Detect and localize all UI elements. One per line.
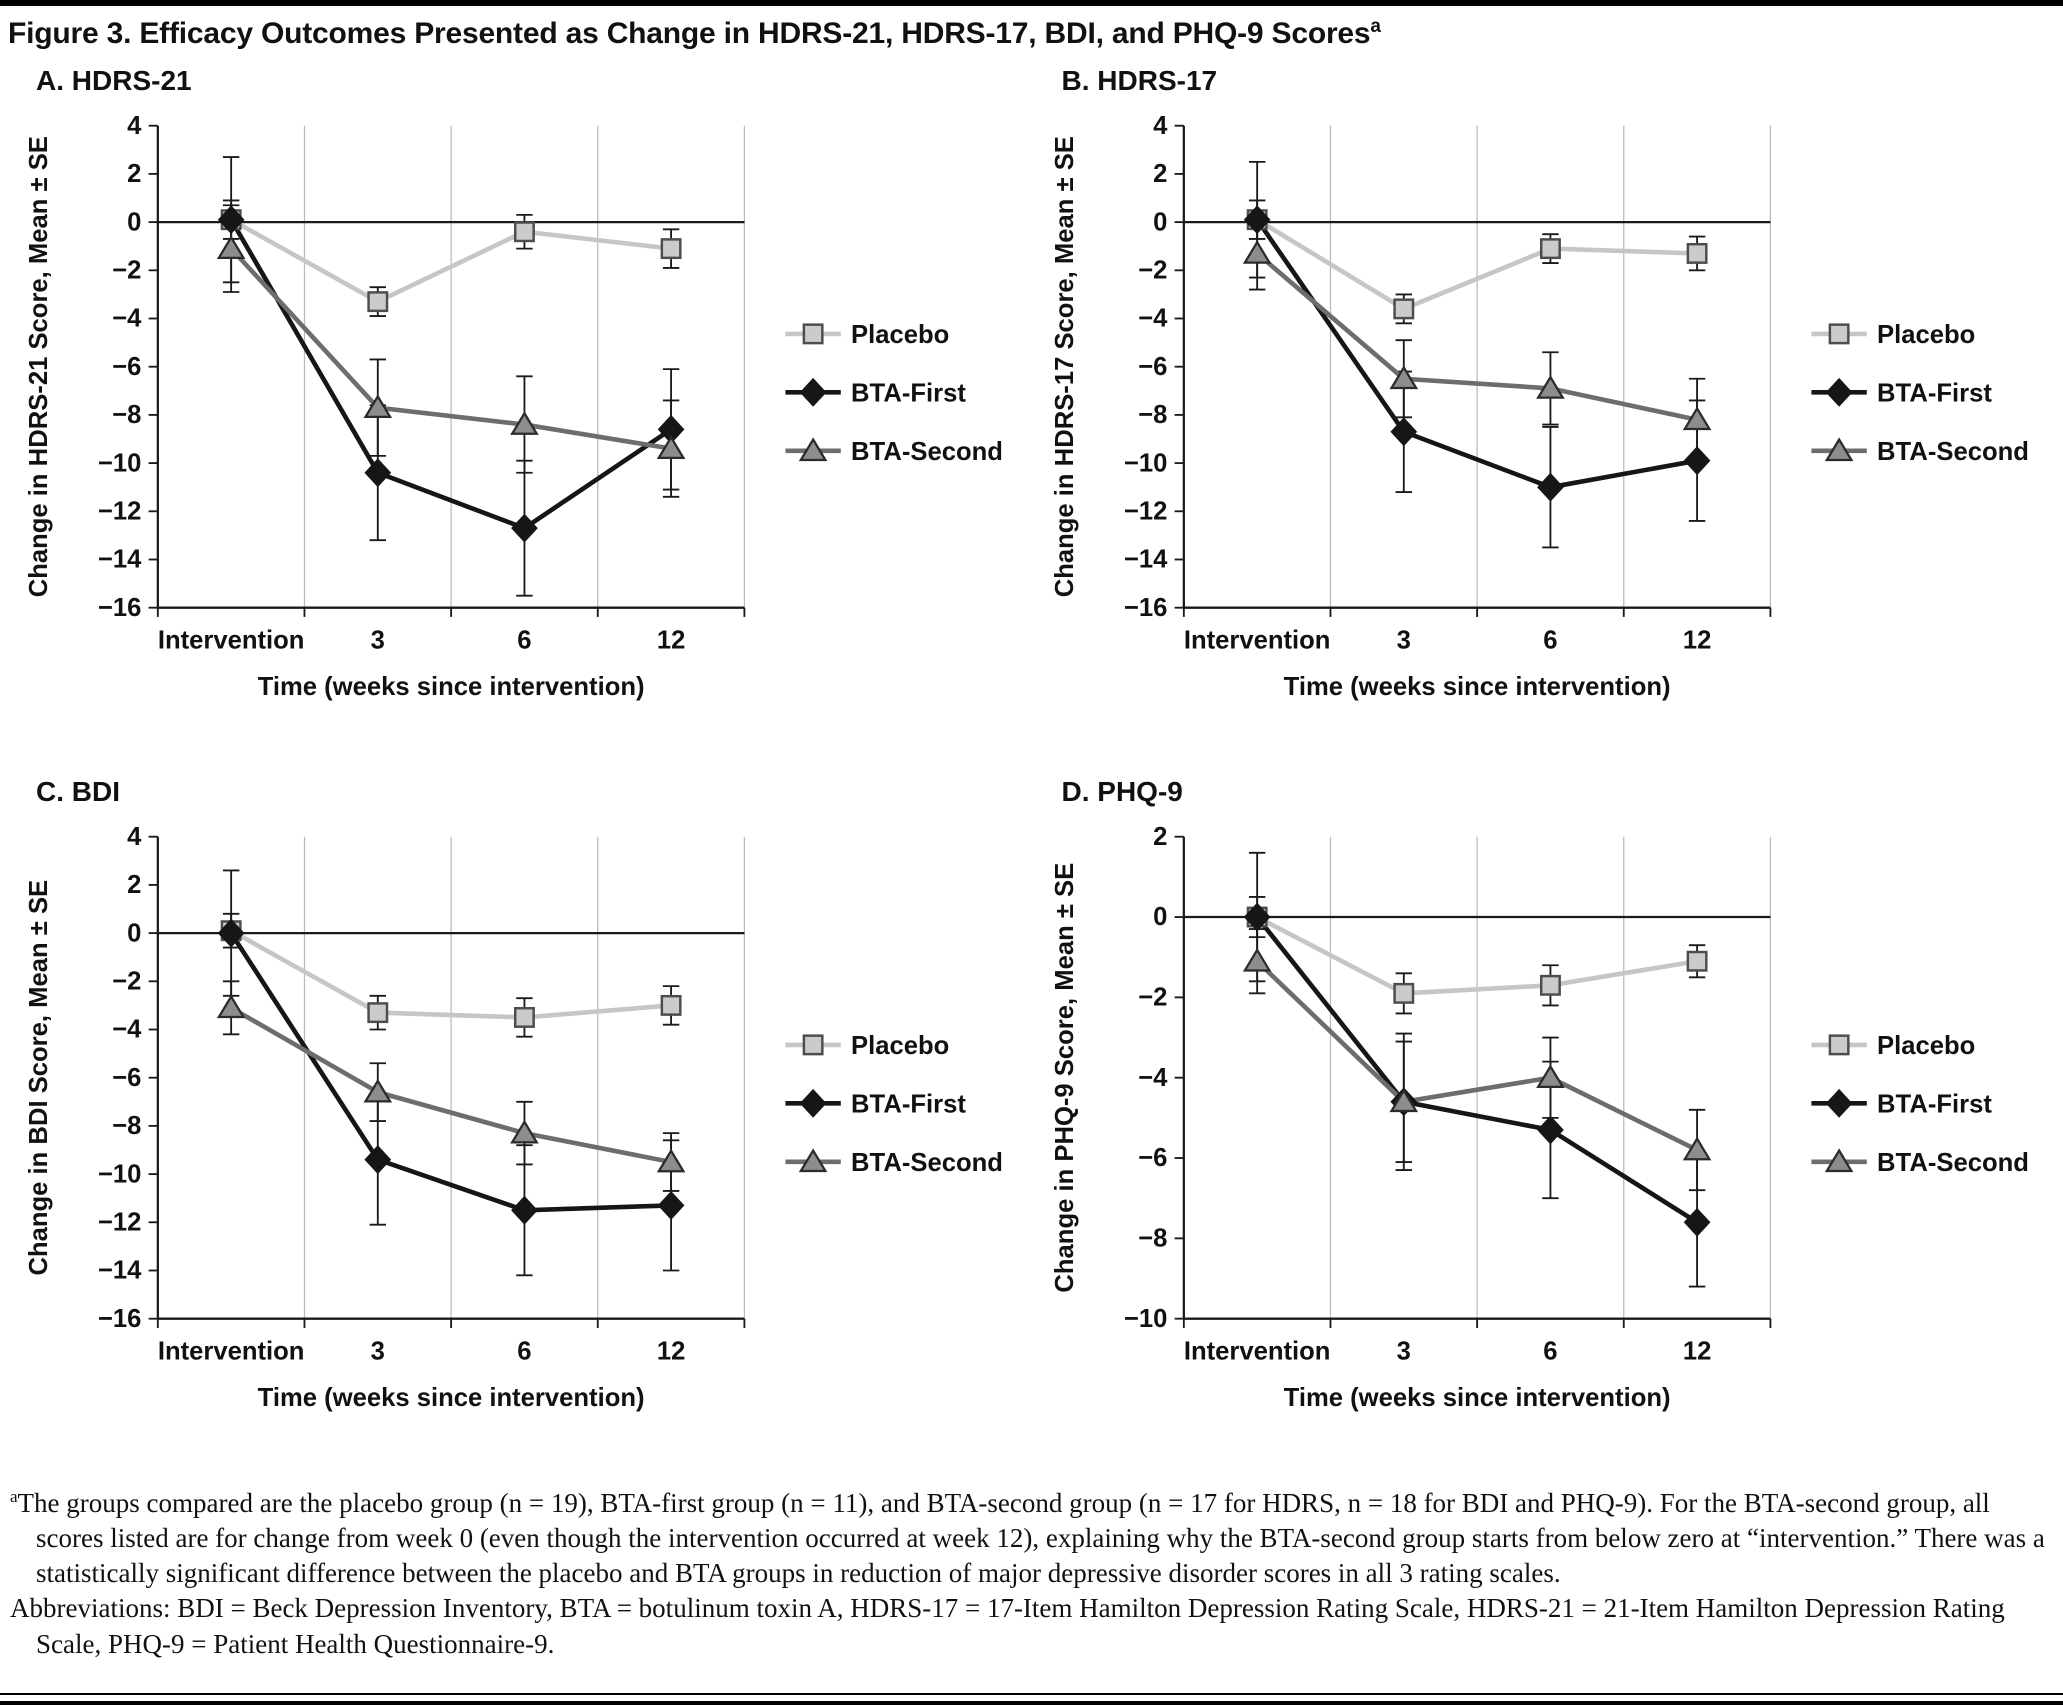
x-tick-label: 12 (1682, 1337, 1711, 1366)
y-tick-label: −10 (1123, 1304, 1167, 1333)
figure-title-footnote-marker: a (1370, 16, 1381, 37)
chart-bdi (4, 808, 1030, 1475)
y-axis-title: Change in HDRS-17 Score, Mean ± SE (1050, 136, 1079, 598)
panel-label-hdrs21: A. HDRS-21 (36, 65, 192, 96)
diamond-marker (365, 459, 390, 486)
y-tick-label: 4 (1152, 111, 1167, 140)
triangle-marker (365, 1080, 390, 1101)
square-marker (1829, 1035, 1847, 1053)
x-tick-label: 3 (370, 1337, 385, 1366)
panel-label-hdrs17: B. HDRS-17 (1061, 65, 1218, 96)
diamond-marker (801, 1090, 826, 1117)
x-tick-label: 6 (1542, 1337, 1558, 1366)
figure-title-text: Figure 3. Efficacy Outcomes Presented as Change in HDRS-21, HDRS-17, BDI, and PHQ-9 Scores (8, 17, 1371, 50)
triangle-marker (1538, 1066, 1563, 1087)
y-tick-label: −6 (112, 1063, 142, 1092)
square-marker (1541, 239, 1559, 257)
y-tick-label: −2 (112, 967, 142, 996)
panel-hdrs21 (4, 53, 1030, 764)
y-tick-label: −12 (1123, 497, 1167, 526)
x-tick-label: 12 (1682, 626, 1711, 655)
tick-marks (1174, 126, 1770, 617)
legend-label: Placebo (1876, 321, 1975, 350)
legend-label: Placebo (1876, 1031, 1975, 1060)
triangle-marker (1244, 950, 1269, 971)
y-tick-label: −10 (97, 449, 142, 478)
y-tick-label: −10 (1123, 449, 1167, 478)
square-marker (1394, 300, 1412, 318)
footnote-abbreviations-text: Abbreviations: BDI = Beck Depression Inventory, BTA = botulinum toxin A, HDRS-17 = 17-Item Hamilton Depression Rating Scale, HDRS-21 = 21-Item Hamilton Depression Rating Scale, PHQ-9 = Patient Health Questionnaire-9. (10, 1593, 2005, 1659)
x-axis-title: Time (weeks since intervention) (257, 672, 645, 701)
diamond-marker (1538, 1116, 1563, 1143)
y-tick-label: −4 (112, 304, 142, 333)
y-tick-label: −14 (1123, 545, 1167, 574)
x-tick-label: Intervention (1183, 626, 1330, 655)
square-marker (1687, 952, 1705, 970)
x-tick-label: 12 (656, 626, 686, 655)
square-marker (1394, 984, 1412, 1002)
footnote-a-marker: a (10, 1487, 18, 1507)
square-marker (662, 996, 680, 1014)
triangle-marker (1244, 242, 1269, 263)
chart-svg (4, 808, 1030, 1475)
y-tick-label: 0 (127, 208, 142, 237)
y-tick-label: −8 (112, 1111, 142, 1140)
y-tick-label: −2 (1137, 256, 1167, 285)
triangle-marker (219, 996, 244, 1017)
tick-marks (149, 836, 745, 1327)
chart-svg (4, 97, 1030, 764)
chart-svg (1030, 97, 2056, 764)
square-marker (804, 1035, 822, 1053)
legend (785, 1032, 1002, 1177)
y-tick-label: −16 (1123, 593, 1167, 622)
square-marker (662, 239, 680, 257)
diamond-marker (512, 515, 537, 542)
tick-marks (149, 126, 745, 617)
chart-svg (1030, 808, 2056, 1475)
y-axis-title: Change in PHQ-9 Score, Mean ± SE (1050, 862, 1079, 1293)
y-tick-label: −6 (1137, 352, 1167, 381)
legend-label: BTA-Second (851, 1148, 1003, 1177)
y-tick-label: −6 (1137, 1143, 1167, 1172)
y-tick-label: −14 (97, 1256, 142, 1285)
diamond-marker (512, 1196, 537, 1223)
x-tick-label: 12 (656, 1337, 686, 1366)
legend-label: BTA-First (851, 1090, 966, 1119)
footnote-a (10, 1486, 2047, 1591)
chart-phq9 (1030, 808, 2056, 1475)
y-tick-label: −2 (112, 256, 142, 285)
y-tick-label: −14 (97, 545, 142, 574)
x-tick-label: 6 (517, 1337, 532, 1366)
x-axis-title: Time (weeks since intervention) (257, 1383, 645, 1412)
x-axis-title: Time (weeks since intervention) (1283, 1383, 1671, 1412)
diamond-marker (1538, 474, 1563, 501)
y-tick-label: 4 (127, 822, 142, 851)
panel-hdrs17 (1030, 53, 2056, 764)
legend-label: BTA-First (851, 379, 966, 408)
y-tick-label: −12 (97, 497, 142, 526)
legend-label: BTA-Second (851, 438, 1003, 467)
x-axis-title: Time (weeks since intervention) (1283, 672, 1671, 701)
diamond-marker (1826, 1090, 1851, 1117)
square-marker (515, 1008, 533, 1026)
y-tick-label: 0 (1152, 902, 1167, 931)
diamond-marker (1684, 1209, 1709, 1236)
y-tick-label: −8 (1137, 401, 1167, 430)
x-tick-label: 3 (370, 626, 385, 655)
square-marker (369, 1003, 387, 1021)
legend (1811, 321, 2028, 466)
square-marker (1829, 325, 1847, 343)
chart-hdrs21 (4, 97, 1030, 764)
y-tick-label: 4 (127, 111, 142, 140)
square-marker (1541, 976, 1559, 994)
y-tick-label: −16 (97, 1304, 142, 1333)
square-marker (369, 292, 387, 310)
triangle-marker (1684, 1138, 1709, 1159)
x-tick-label: 6 (517, 626, 532, 655)
legend (785, 321, 1002, 466)
triangle-marker (219, 237, 244, 258)
figure-title (8, 16, 2043, 51)
square-marker (1687, 244, 1705, 262)
square-marker (804, 325, 822, 343)
legend-label: Placebo (851, 321, 950, 350)
y-tick-label: 2 (1152, 822, 1167, 851)
y-axis-title: Change in HDRS-21 Score, Mean ± SE (25, 136, 54, 598)
legend (1811, 1032, 2028, 1177)
figure-header (0, 6, 2063, 51)
y-tick-label: −10 (97, 1159, 142, 1188)
y-tick-label: 2 (1152, 160, 1167, 189)
x-tick-label: 6 (1542, 626, 1558, 655)
y-tick-label: −8 (1137, 1224, 1167, 1253)
y-tick-label: 0 (127, 918, 142, 947)
legend-label: BTA-Second (1876, 1148, 2029, 1177)
y-tick-label: −2 (1137, 983, 1167, 1012)
y-tick-label: −6 (112, 352, 142, 381)
y-tick-label: 2 (127, 160, 142, 189)
footnotes (0, 1474, 2063, 1661)
legend-label: BTA-Second (1876, 438, 2029, 467)
x-tick-label: 3 (1396, 626, 1411, 655)
x-tick-label: 3 (1396, 1337, 1411, 1366)
legend-label: Placebo (851, 1031, 950, 1060)
x-tick-label: Intervention (157, 626, 305, 655)
x-tick-label: Intervention (157, 1337, 305, 1366)
square-marker (515, 223, 533, 241)
y-tick-label: −4 (112, 1015, 142, 1044)
chart-hdrs17 (1030, 97, 2056, 764)
charts-grid (0, 51, 2063, 1474)
diamond-marker (659, 1192, 684, 1219)
y-tick-label: −12 (97, 1208, 142, 1237)
y-tick-label: −4 (1137, 1063, 1167, 1092)
y-tick-label: 0 (1152, 208, 1167, 237)
panel-label-phq9: D. PHQ-9 (1061, 775, 1183, 807)
y-tick-label: −8 (112, 401, 142, 430)
diamond-marker (1826, 379, 1851, 406)
x-tick-label: Intervention (1183, 1337, 1330, 1366)
diamond-marker (1684, 447, 1709, 474)
y-tick-label: 2 (127, 870, 142, 899)
y-axis-title: Change in BDI Score, Mean ± SE (25, 879, 54, 1276)
footnote-abbreviations (10, 1591, 2047, 1661)
y-tick-label: −16 (97, 593, 142, 622)
bottom-rules (0, 1693, 2063, 1705)
panel-bdi (4, 764, 1030, 1475)
diamond-marker (801, 379, 826, 406)
legend-label: BTA-First (1876, 379, 1992, 408)
panel-phq9 (1030, 764, 2056, 1475)
footnote-a-text: The groups compared are the placebo group (n = 19), BTA-first group (n = 11), and BTA-second group (n = 17 for HDRS, n = 18 for BDI and PHQ-9). For the BTA-second group, all scores listed are for change from week 0 (even though the intervention occurred at week 12), explaining why the BTA-second group starts from below zero at “intervention.” There was a statistically significant difference between the placebo and BTA groups in reduction of major depressive disorder scores in all 3 rating scales. (17, 1488, 2045, 1589)
y-tick-label: −4 (1137, 304, 1167, 333)
panel-label-bdi: C. BDI (36, 775, 120, 807)
legend-label: BTA-First (1876, 1090, 1992, 1119)
